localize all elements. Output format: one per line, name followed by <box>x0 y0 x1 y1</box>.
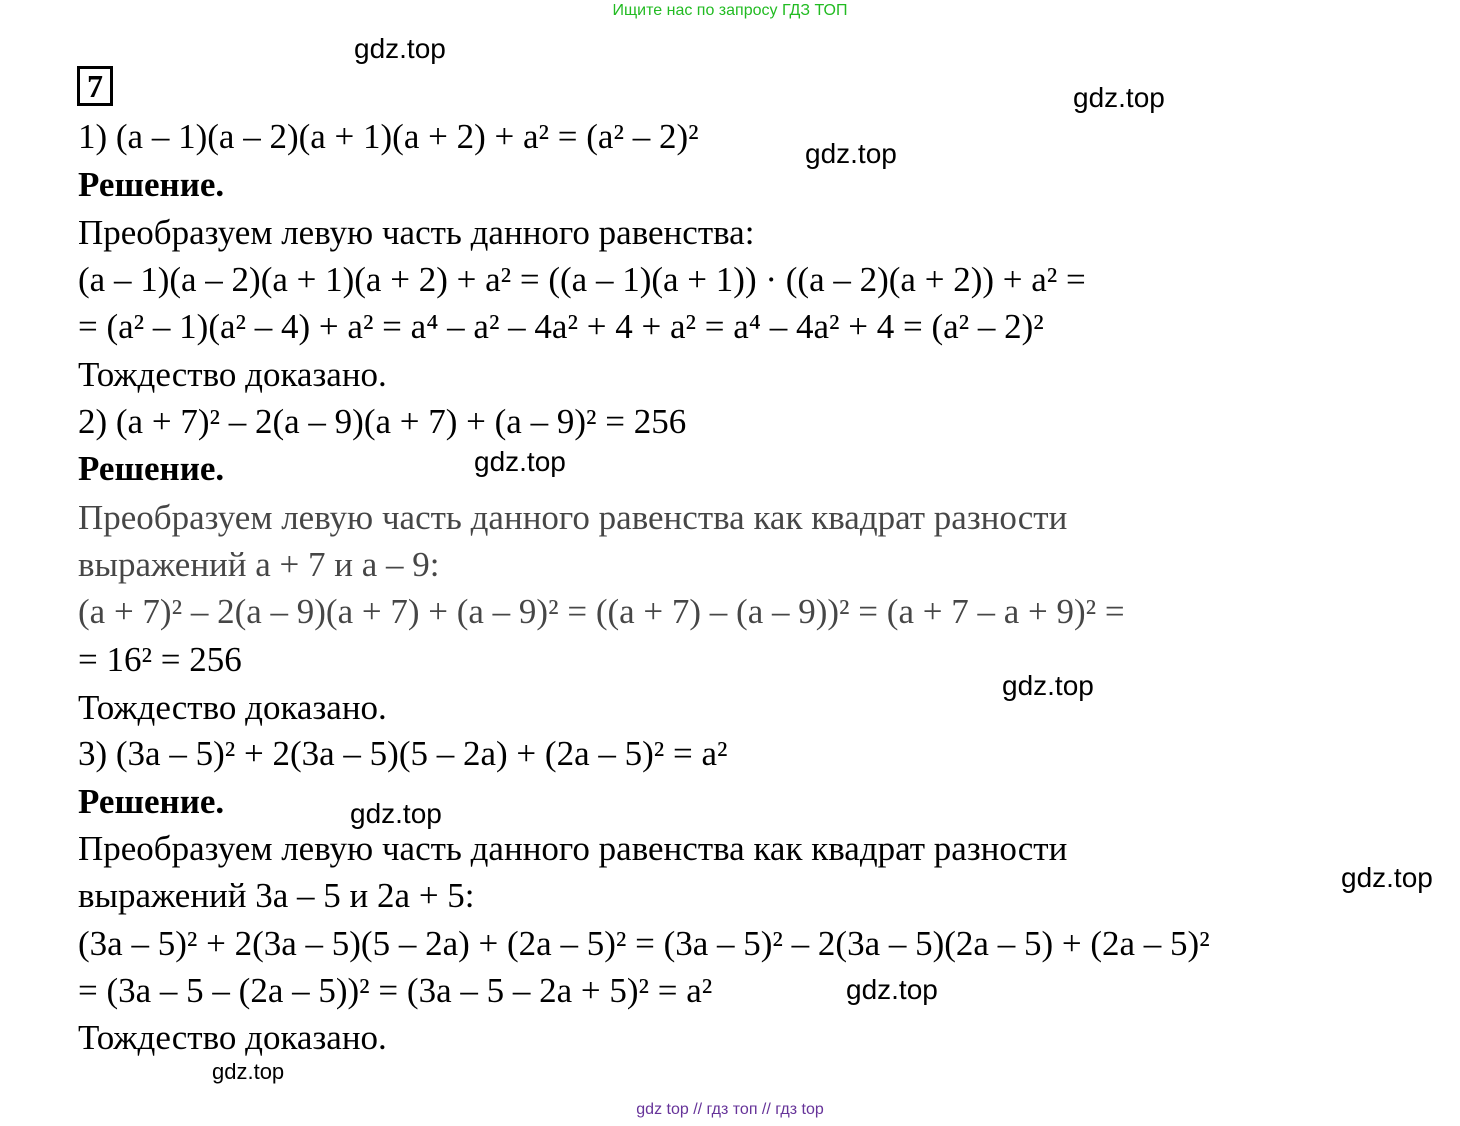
conclusion-1: Тождество доказано. <box>78 355 387 394</box>
solution-text-3b: выражений 3a – 5 и 2a + 5: <box>78 876 475 915</box>
watermark: gdz.top <box>350 798 442 829</box>
problem-3-statement: 3) (3a – 5)² + 2(3a – 5)(5 – 2a) + (2a – 5)² = a² <box>78 734 728 773</box>
solution-equation-1b: = (a² – 1)(a² – 4) + a² = a⁴ – a² – 4a² + 4 + a² = a⁴ – 4a² + 4 = (a² – 2)² <box>78 307 1044 346</box>
bottom-banner: gdz top // гдз топ // гдз top <box>636 1101 824 1118</box>
watermark: gdz.top <box>474 446 566 477</box>
solution-text-1: Преобразуем левую часть данного равенства: <box>78 213 755 252</box>
solution-equation-2a: (a + 7)² – 2(a – 9)(a + 7) + (a – 9)² = ((a + 7) – (a – 9))² = (a + 7 – a + 9)² = <box>78 592 1125 631</box>
watermark: gdz.top <box>846 974 938 1005</box>
solution-text-2b: выражений a + 7 и a – 9: <box>78 545 440 584</box>
watermark: gdz.top <box>1341 862 1433 893</box>
solution-heading-3: Решение. <box>78 782 225 821</box>
solution-heading-1: Решение. <box>78 165 225 204</box>
solution-heading-2: Решение. <box>78 449 225 488</box>
watermark: gdz.top <box>1073 82 1165 113</box>
solution-text-2a: Преобразуем левую часть данного равенства как квадрат разности <box>78 498 1068 537</box>
watermark: gdz.top <box>212 1059 285 1084</box>
solution-equation-3a: (3a – 5)² + 2(3a – 5)(5 – 2a) + (2a – 5)² = (3a – 5)² – 2(3a – 5)(2a – 5) + (2a – 5)² <box>78 924 1210 963</box>
solution-text-3a: Преобразуем левую часть данного равенства как квадрат разности <box>78 829 1068 868</box>
top-banner: Ищите нас по запросу ГДЗ ТОП <box>612 2 848 19</box>
task-number: 7 <box>77 66 113 106</box>
conclusion-2: Тождество доказано. <box>78 688 387 727</box>
watermark: gdz.top <box>1002 670 1094 701</box>
solution-equation-3b: = (3a – 5 – (2a – 5))² = (3a – 5 – 2a + 5)² = a² <box>78 971 713 1010</box>
watermark: gdz.top <box>354 33 446 64</box>
problem-2-statement: 2) (a + 7)² – 2(a – 9)(a + 7) + (a – 9)² = 256 <box>78 402 687 441</box>
solution-equation-1a: (a – 1)(a – 2)(a + 1)(a + 2) + a² = ((a – 1)(a + 1)) · ((a – 2)(a + 2)) + a² = <box>78 260 1086 299</box>
conclusion-3: Тождество доказано. <box>78 1018 387 1057</box>
problem-1-statement: 1) (a – 1)(a – 2)(a + 1)(a + 2) + a² = (a² – 2)² <box>78 117 699 156</box>
watermark: gdz.top <box>805 138 897 169</box>
solution-equation-2b: = 16² = 256 <box>78 640 242 679</box>
